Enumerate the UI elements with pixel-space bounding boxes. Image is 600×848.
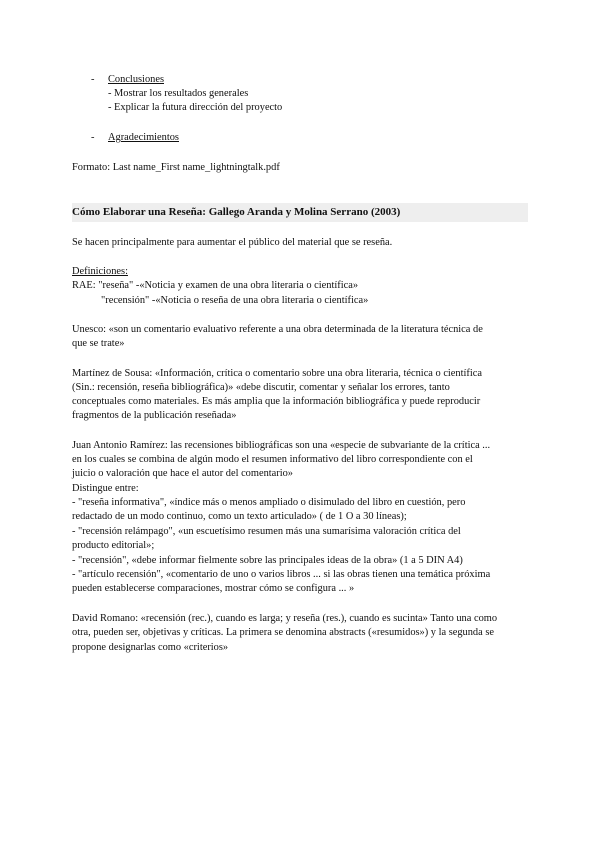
ramirez-paragraph-line: redactado de un modo continuo, como un texto articulado» ( de 1 O a 30 líneas);	[72, 511, 407, 522]
list-subitem: - Mostrar los resultados generales	[108, 88, 249, 99]
martinez-paragraph-line: fragmentos de la publicación reseñada»	[72, 410, 237, 421]
section-heading: Cómo Elaborar una Reseña: Gallego Aranda y Molina Serrano (2003)	[72, 203, 528, 222]
list-bullet: -	[91, 132, 95, 143]
ramirez-paragraph-line: - "recensión", «debe informar fielmente sobre las principales ideas de la obra» (1 a 5 DIN A4)	[72, 555, 463, 566]
martinez-paragraph-line: conceptuales como materiales. Es más amplia que la información bibliográfica y puede reproducir	[72, 396, 481, 407]
definiciones-label: Definiciones:	[72, 266, 128, 277]
ramirez-paragraph-line: juicio o valoración que hace el autor del comentario»	[72, 468, 293, 479]
ramirez-paragraph-line: en los cuales se combina de algún modo el resumen informativo del libro correspondiente con el	[72, 454, 473, 465]
romano-paragraph-line: David Romano: «recensión (rec.), cuando es larga; y reseña (res.), cuando es sucinta» Tanto una como	[72, 613, 498, 624]
list-subitem: - Explicar la futura dirección del proyecto	[108, 102, 283, 113]
ramirez-paragraph-line: Juan Antonio Ramírez: las recensiones bibliográficas son una «especie de subvariante de la crítica ...	[72, 440, 491, 451]
ramirez-paragraph-line: Distingue entre:	[72, 483, 139, 494]
intro-paragraph: Se hacen principalmente para aumentar el público del material que se reseña.	[72, 237, 393, 248]
formato-line: Formato: Last name_First name_lightningtalk.pdf	[72, 162, 280, 173]
ramirez-paragraph-line: - "reseña informativa", «índice más o menos ampliado o disimulado del libro en cuestión, pero	[72, 497, 466, 508]
romano-paragraph-line: otra, pueden ser, objetivas y críticas. La primera se denomina abstracts («resumidos») y la segunda se	[72, 627, 494, 638]
romano-paragraph-line: propone designarlas como «criterios»	[72, 642, 229, 653]
list-item-conclusiones: Conclusiones	[108, 74, 164, 85]
ramirez-paragraph-line: - "recensión relámpago", «un escuetísimo resumen más una sumarísima valoración crítica del	[72, 526, 461, 537]
ramirez-paragraph-line: - "artículo recensión", «comentario de uno o varios libros ... si las obras tienen una temática próxima	[72, 569, 491, 580]
definicion-rae-resena: RAE: "reseña" -«Noticia y examen de una obra literaria o científica»	[72, 280, 359, 291]
ramirez-paragraph-line: producto editorial»;	[72, 540, 155, 551]
list-bullet: -	[91, 74, 95, 85]
unesco-paragraph-line: que se trate»	[72, 338, 125, 349]
martinez-paragraph-line: Martínez de Sousa: «Información, crítica o comentario sobre una obra literaria, técnica o científica	[72, 368, 482, 379]
ramirez-paragraph-line: pueden establecerse comparaciones, mostrar cómo se configura ... »	[72, 583, 355, 594]
list-item-agradecimientos: Agradecimientos	[108, 132, 179, 143]
definicion-rae-recension: "recensión" -«Noticia o reseña de una obra literaria o científica»	[101, 295, 369, 306]
unesco-paragraph-line: Unesco: «son un comentario evaluativo referente a una obra determinada de la literatura técnica de	[72, 324, 483, 335]
martinez-paragraph-line: (Sin.: recensión, reseña bibliográfica)» «debe discutir, comentar y señalar los errores, tanto	[72, 382, 450, 393]
